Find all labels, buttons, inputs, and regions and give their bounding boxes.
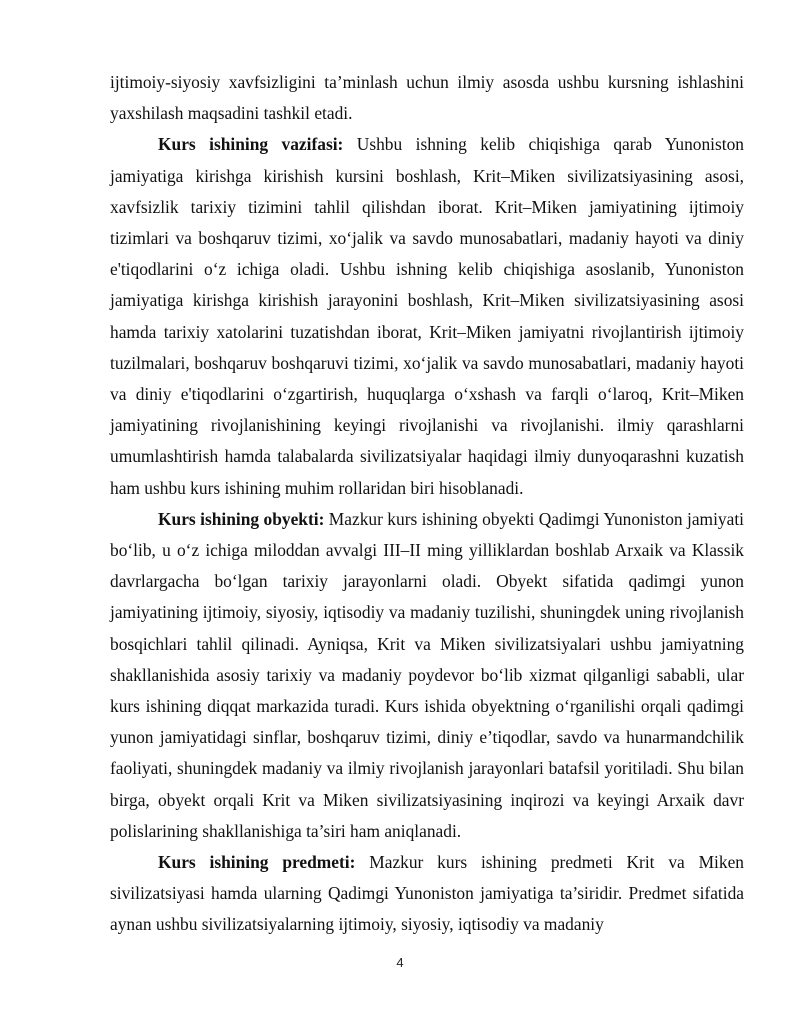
paragraph-course-tasks bbox=[110, 129, 744, 503]
paragraph-heading: Kurs ishining predmeti: bbox=[158, 852, 356, 873]
paragraph-heading: Kurs ishining vazifasi: bbox=[158, 134, 344, 155]
document-body bbox=[110, 67, 744, 941]
paragraph-text: ijtimoiy-siyosiy xavfsizligini ta’minlash uchun ilmiy asosda ushbu kursning ishlashini yaxshilash maqsadini tashkil etadi. bbox=[110, 72, 744, 124]
paragraph-course-object bbox=[110, 504, 744, 847]
paragraph-heading: Kurs ishining obyekti: bbox=[158, 508, 325, 529]
paragraph-text: Ushbu ishning kelib chiqishiga qarab Yunoniston jamiyatiga kirishga kirishish kursini boshlash, Krit–Miken sivilizatsiyasining asosi, xavfsizlik tarixiy tizimini tahlil qilishdan iborat. Krit–Miken jamiyatining ijtimoiy tizimlari va boshqaruv tizimi, xo‘jalik va savdo munosabatlari, madaniy hayoti va diniy e'tiqodlarini o‘z ichiga oladi. Ushbu ishning kelib chiqishiga asoslanib, Yunoniston jamiyatiga kirishga kirishish jarayonini boshlash, Krit–Miken sivilizatsiyasining asosi hamda tarixiy xatolarini tuzatishdan iborat, Krit–Miken jamiyatni rivojlantirish ijtimoiy tuzilmalari, boshqaruv boshqaruvi tizimi, xo‘jalik va savdo munosabatlari, madaniy hayoti va diniy e'tiqodlarini o‘zgartirish, huquqlarga o‘xshash va farqli o‘laroq, Krit–Miken jamiyatining rivojlanishining keyingi rivojlanishi va rivojlanishi. ilmiy qarashlarni umumlashtirish hamda talabalarda sivilizatsiyalar haqidagi ilmiy dunyoqarashni kuzatish ham ushbu kurs ishining muhim rollaridan biri hisoblanadi. bbox=[110, 134, 744, 498]
paragraph-text: Mazkur kurs ishining predmeti Krit va Miken sivilizatsiyasi hamda ularning Qadimgi Yunoniston jamiyatiga ta’siridir. Predmet sifatida aynan ushbu sivilizatsiyalarning ijtimoiy, siyosiy, iqtisodiy va madaniy bbox=[110, 852, 744, 935]
page-number: 4 bbox=[396, 955, 404, 970]
paragraph-text: Mazkur kurs ishining obyekti Qadimgi Yunoniston jamiyati bo‘lib, u o‘z ichiga miloddan avvalgi III–II ming yilliklardan boshlab Arxaik va Klassik davrlargacha bo‘lgan tarixiy jarayonlarni oladi. Obyekt sifatida qadimgi yunon jamiyatining ijtimoiy, siyosiy, iqtisodiy va madaniy tuzilishi, shuningdek uning rivojlanish bosqichlari tahlil qilinadi. Ayniqsa, Krit va Miken sivilizatsiyalari ushbu jamiyatning shakllanishida asosiy tarixiy va madaniy poydevor bo‘lib xizmat qilganligi sababli, ular kurs ishining diqqat markazida turadi. Kurs ishida obyektning o‘rganilishi orqali qadimgi yunon jamiyatidagi sinflar, boshqaruv tizimi, diniy e’tiqodlar, savdo va hunarmandchilik faoliyati, shuningdek madaniy va ilmiy rivojlanish jarayonlari batafsil yoritiladi. Shu bilan birga, obyekt orqali Krit va Miken sivilizatsiyasining inqirozi va keyingi Arxaik davr polislarining shakllanishiga ta’siri ham aniqlanadi. bbox=[110, 508, 744, 841]
paragraph-course-subject bbox=[110, 847, 744, 941]
paragraph-intro-continuation bbox=[110, 67, 744, 129]
